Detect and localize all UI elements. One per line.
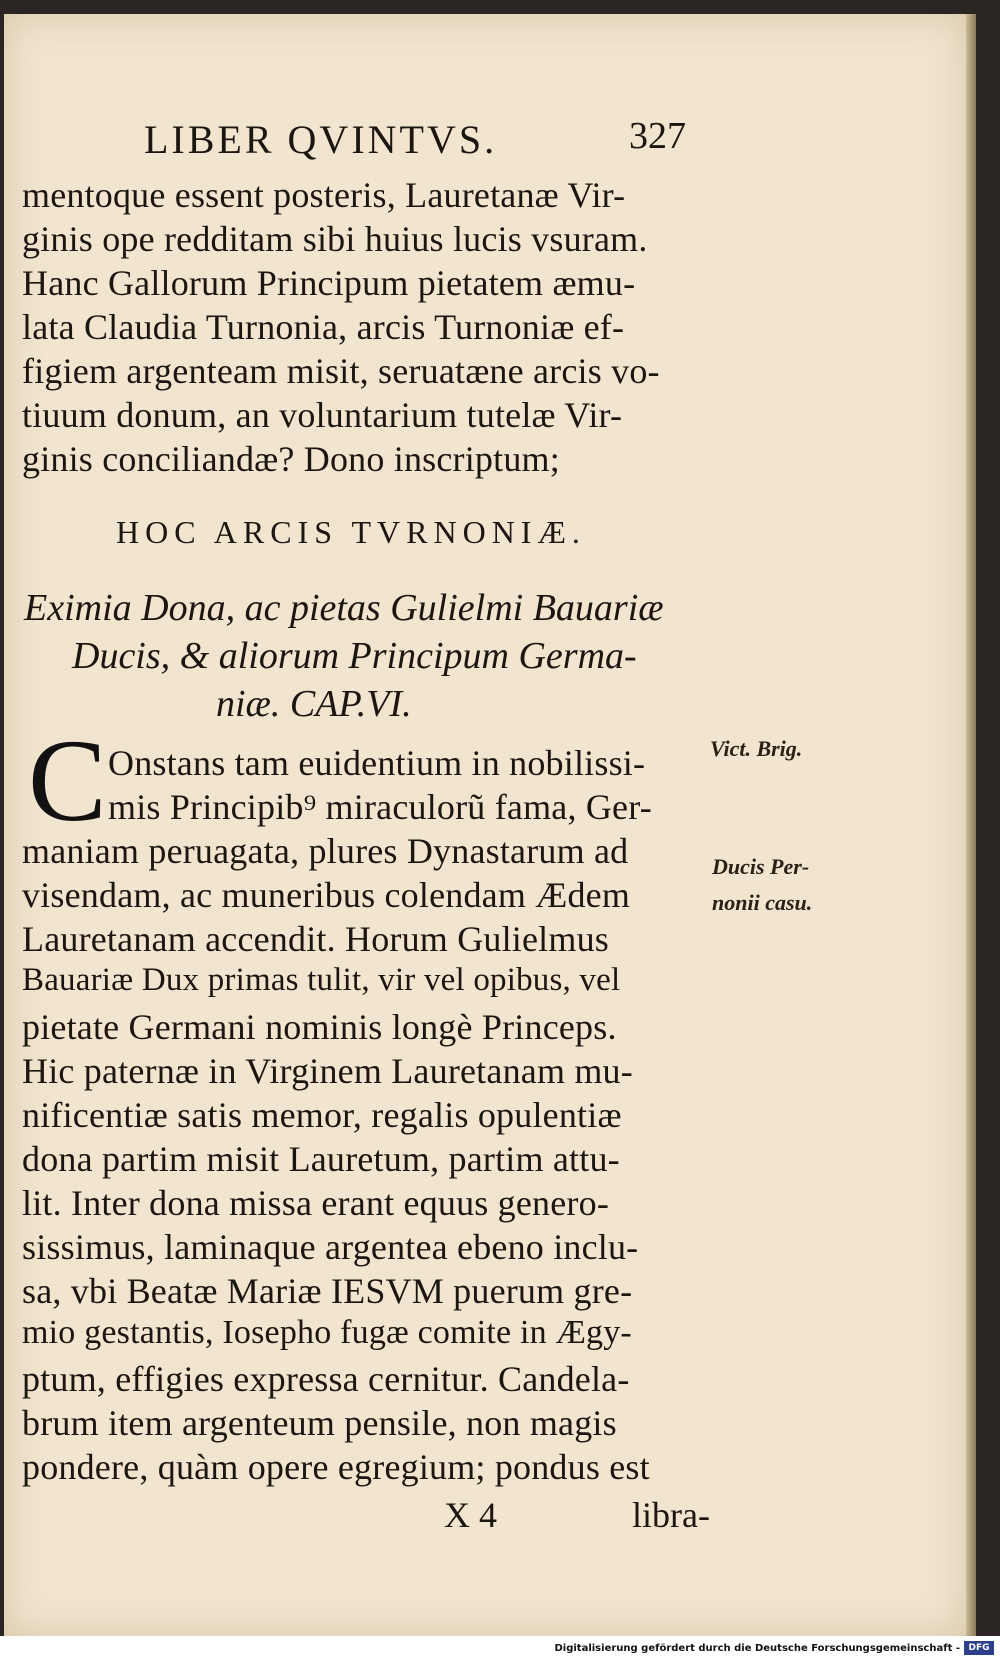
page-number: 327 [629,115,686,157]
text-line: Lauretanam accendit. Horum Gulielmus [22,919,609,959]
credit-text: Digitalisierung gefördert durch die Deutsche Forschungsgemeinschaft - [554,1643,960,1654]
drop-capital: C [28,715,107,846]
margin-note: Ducis Per- [712,854,810,879]
text-line: Hanc Gallorum Principum pietatem æmu- [22,263,636,303]
running-title: LIBER QVINTVS. [144,117,498,162]
margin-note: nonii casu. [712,890,813,915]
text-line: mio gestantis, Iosepho fugæ comite in Ægy- [22,1314,632,1351]
text-line: lata Claudia Turnonia, arcis Turnoniæ ef- [22,307,625,347]
text-line: figiem argenteam misit, seruatæne arcis vo- [22,351,660,391]
text-line: maniam peruagata, plures Dynastarum ad [22,831,629,871]
text-line: tiuum donum, an voluntarium tutelæ Vir- [22,395,623,435]
book-page [4,14,969,1636]
chapter-heading-line: Ducis, & aliorum Principum Germa- [72,635,637,677]
text-line: lit. Inter dona missa erant equus genero- [22,1183,610,1223]
text-line: Hic paternæ in Virginem Lauretanam mu- [22,1051,633,1091]
text-line: sa, vbi Beatæ Mariæ IESVM puerum gre- [22,1271,633,1311]
text-line: ginis conciliandæ? Dono inscriptum; [22,439,560,479]
text-line: sissimus, laminaque argentea ebeno inclu- [22,1227,639,1267]
text-line: Onstans tam euidentium in nobilissi- [108,743,646,783]
chapter-heading-line: niæ. CAP.VI. [216,683,412,725]
text-line: ptum, effigies expressa cernitur. Candela- [22,1359,630,1399]
inscription: HOC ARCIS TVRNONIÆ. [116,514,586,550]
margin-note: Vict. Brig. [710,736,803,761]
catchword: libra- [632,1495,710,1535]
text-line: pietate Germani nominis longè Princeps. [22,1007,617,1047]
text-line: dona partim misit Lauretum, partim attu- [22,1139,620,1179]
text-line: visendam, ac muneribus colendam Ædem [22,875,631,915]
text-line: ginis ope redditam sibi huius lucis vsuram. [22,219,648,259]
text-line: mentoque essent posteris, Lauretanæ Vir- [22,175,626,215]
signature-mark: X 4 [444,1495,497,1535]
page-edge [966,14,976,1636]
text-line: pondere, quàm opere egregium; pondus est [22,1447,650,1487]
text-line: brum item argenteum pensile, non magis [22,1403,617,1443]
chapter-heading-line: Eximia Dona, ac pietas Gulielmi Bauariæ [24,587,664,629]
text-line: mis Principib⁹ miraculorũ fama, Ger- [108,787,652,827]
text-line: Bauariæ Dux primas tulit, vir vel opibus, vel [22,962,621,998]
dfg-logo: DFG [964,1641,994,1655]
credit-bar [0,1636,1000,1666]
text-line: nificentiæ satis memor, regalis opulentiæ [22,1095,622,1135]
